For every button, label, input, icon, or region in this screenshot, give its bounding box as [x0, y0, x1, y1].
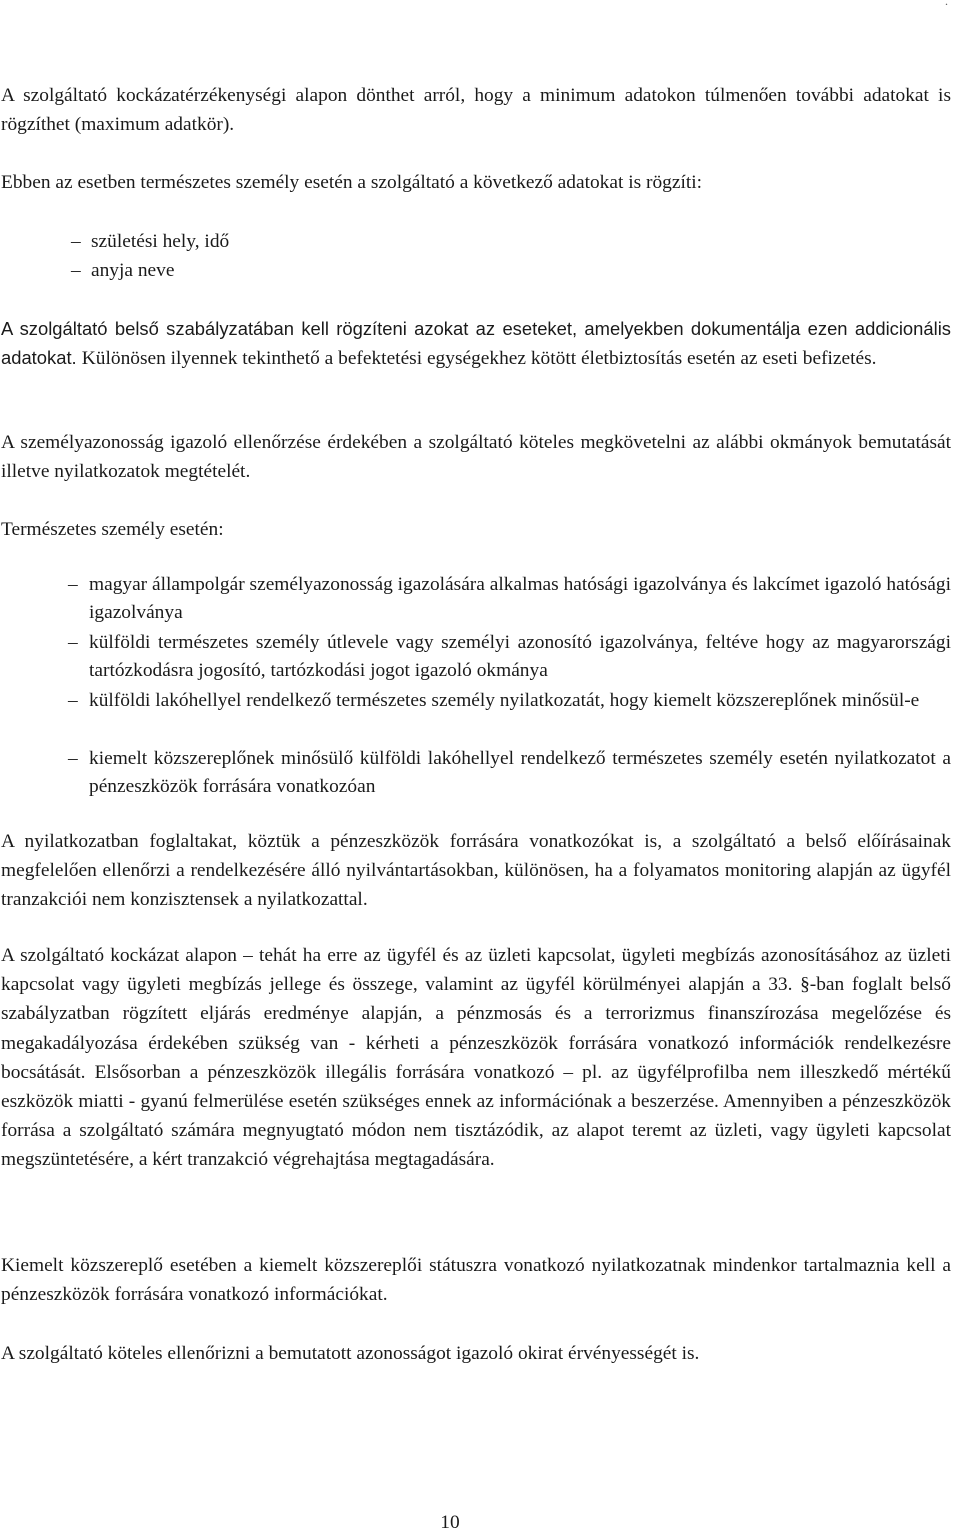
list-item: – külföldi természetes személy útlevele vagy személyi azonosító igazolványa, feltéve hogy az magyarországi tartózkodásra jogosító, tartózkodási jogot igazoló okmánya [89, 629, 951, 685]
paragraph-internal-policy: A szolgáltató belső szabályzatában kell rögzíteni azokat az eseteket, amelyekben dokumentálja ezen addicionális adatokat. Különösen ilyennek tekinthető a befektetési egységekhez kötött életbiztosítás esetén az eseti befizetés. [1, 318, 951, 370]
paragraph-additional-data: A szolgáltató kockázatérzékenységi alapon dönthet arról, hogy a minimum adatokon túlmenően további adatokat is rögzíthet (maximum adatkör). [1, 85, 951, 136]
paragraph-natural-person-heading: Természetes személy esetén: [1, 519, 224, 540]
dash-bullet: – [68, 690, 78, 711]
list-item: – születési hely, idő [71, 227, 951, 256]
list-item: – anyja neve [71, 256, 951, 285]
dash-bullet: – [71, 260, 81, 281]
list-item: – külföldi lakóhellyel rendelkező természetes személy nyilatkozatát, hogy kiemelt közszereplőnek minősül-e [89, 687, 951, 715]
list-item: – magyar állampolgár személyazonosság igazolására alkalmas hatósági igazolványa és lakcímet igazoló hatósági igazolványa [89, 571, 951, 627]
page-number: 10 [440, 1512, 460, 1533]
list-item: – kiemelt közszereplőnek minősülő külföldi lakóhellyel rendelkező természetes személy esetén nyilatkozatot a pénzeszközök forrására vonatkozóan [89, 745, 951, 801]
paragraph-identity-check: A személyazonosság igazoló ellenőrzése érdekében a szolgáltató köteles megkövetelni az alábbi okmányok bemutatását illetve nyilatkozatok megtételét. [1, 432, 951, 483]
dash-bullet: – [68, 574, 78, 595]
corner-mark: . [945, 0, 948, 8]
paragraph-public-figure: Kiemelt közszereplő esetében a kiemelt közszereplői státuszra vonatkozó nyilatkozatnak mindenkor tartalmaznia kell a pénzeszközök forrására vonatkozó információkat. [1, 1255, 951, 1306]
dash-bullet: – [68, 748, 78, 769]
paragraph-declaration-check: A nyilatkozatban foglaltakat, köztük a pénzeszközök forrására vonatkozókat is, a szolgáltató a belső előírásainak megfelelően ellenőrzi a rendelkezésére álló nyilvántartásokban, különösen, ha a folyamatos monitoring alapján az ügyfél tranzakciói nem konzisztensek a nyilatkozattal. [1, 831, 951, 911]
dash-bullet: – [71, 231, 81, 252]
paragraph-natural-person-intro: Ebben az esetben természetes személy esetén a szolgáltató a következő adatokat is rögzíti: [1, 172, 702, 193]
dash-bullet: – [68, 632, 78, 653]
paragraph-risk-based: A szolgáltató kockázat alapon – tehát ha erre az ügyfél és az üzleti kapcsolat, ügyleti megbízás azonosításához az üzleti kapcsolat vagy ügyleti megbízás jellege és összege, valamint az ügyfél körülményei alapján a 33. §-ban foglalt belső szabályzatban rögzített eljárás eredménye alapján, a pénzmosás és a terrorizmus finanszírozása megelőzése és megakadályozása érdekében szükség van - kérheti a pénzeszközök forrására vonatkozó információk rendelkezésre bocsátását. Elsősorban a pénzeszközök illegális forrására vonatkozó – pl. az ügyfélprofilba nem illeszkedő mértékű eszközök miatti - gyanú felmerülése esetén szükséges ennek az információnak a beszerzése. Amennyiben a pénzeszközök forrása a szolgáltató számára megnyugtató módon nem tisztázódik, az alapot teremt az üzleti, vagy ügyleti kapcsolat megszüntetésére, a kért tranzakció végrehajtása megtagadására. [1, 945, 951, 1171]
paragraph-validity-check: A szolgáltató köteles ellenőrizni a bemutatott azonosságot igazoló okirat érvényességét is. [1, 1343, 700, 1364]
